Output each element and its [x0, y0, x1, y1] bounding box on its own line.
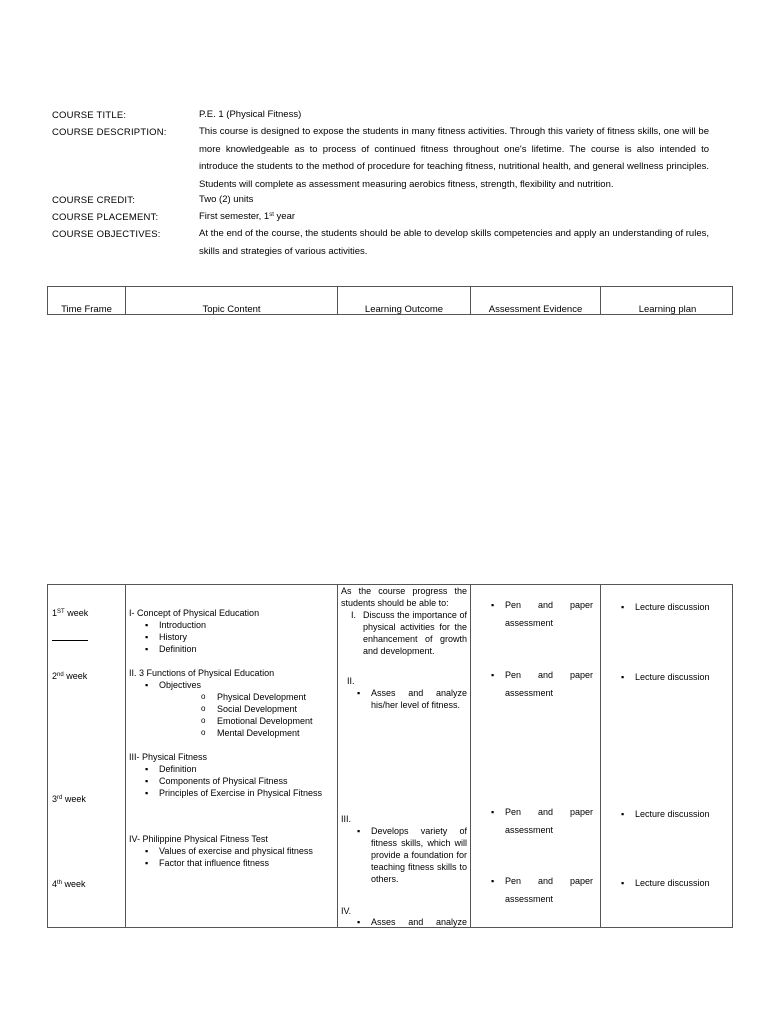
week-4: 4th week — [52, 879, 86, 889]
course-objectives-value: At the end of the course, the students should be able to develop skills competencies and apply an understanding of rules, skills and strategies of various activities. — [199, 228, 709, 257]
topic-4-item: ▪ Factor that influence fitness — [159, 857, 269, 869]
plan-item: ▪ Lecture discussion — [635, 808, 710, 820]
course-objectives-label: COURSE OBJECTIVES: — [52, 229, 161, 240]
topic-4-item: ▪ Values of exercise and physical fitness — [159, 845, 313, 857]
topic-2-subitem: o Mental Development — [217, 727, 300, 739]
assessment-text: Pen and paper — [505, 876, 593, 886]
header-learning-plan: Learning plan — [638, 304, 697, 315]
course-placement-label: COURSE PLACEMENT: — [52, 212, 159, 223]
curriculum-table — [47, 584, 733, 928]
header-assessment-evidence: Assessment Evidence — [488, 304, 583, 315]
course-title-label: COURSE TITLE: — [52, 110, 127, 121]
course-description-value: This course is designed to expose the students in many fitness activities. Through this variety of fitness skills, one will be more knowledgeable as to process of continued fitness throughout one's lifetime. The course is also intended to introduce the students to the method of procedure for teaching fitness, nutritional health, and general wellness principles. Students will complete as assessment measuring aerobics fitness, strength, flexibility and nutrition. — [199, 126, 709, 190]
topic-2-subitem: o Physical Development — [217, 691, 306, 703]
topic-1-item: ▪ Definition — [159, 643, 197, 655]
plan-item: ▪ Lecture discussion — [635, 671, 710, 683]
plan-item: ▪ Lecture discussion — [635, 601, 710, 613]
outcome-roman-1: I. — [351, 610, 357, 620]
course-description-label: COURSE DESCRIPTION: — [52, 127, 167, 138]
assessment-text: Pen and paper — [505, 600, 593, 610]
outcome-3: ▪ Develops variety of fitness skills, which will provide a foundation for teaching fitness skills to others. — [371, 825, 467, 885]
course-credit-label: COURSE CREDIT: — [52, 195, 136, 206]
assessment-text-2: assessment — [505, 618, 554, 628]
week-2: 2nd week — [52, 671, 88, 681]
topic-1-title: I- Concept of Physical Education — [129, 608, 260, 618]
assessment-text: Pen and paper — [505, 670, 593, 680]
assessment-text-2: assessment — [505, 825, 554, 835]
topic-2-title: II. 3 Functions of Physical Education — [129, 668, 275, 678]
topic-2-subitem: o Social Development — [217, 703, 297, 715]
topic-3-title: III- Physical Fitness — [129, 752, 208, 762]
topic-3-item: ▪ Principles of Exercise in Physical Fitness — [159, 787, 332, 799]
header-topic-content: Topic Content — [202, 304, 261, 315]
outcome-2: ▪ Asses and analyze his/her level of fitness. — [371, 687, 467, 711]
assessment-text-2: assessment — [505, 688, 554, 698]
week-3: 3rd week — [52, 794, 86, 804]
week-divider — [52, 640, 88, 641]
topic-4-title: IV- Philippine Physical Fitness Test — [129, 834, 268, 844]
topic-2-subitem: o Emotional Development — [217, 715, 313, 727]
topic-3-item: ▪ Components of Physical Fitness — [159, 775, 288, 787]
topic-1-item: ▪ History — [159, 631, 187, 643]
placement-text-post: year — [273, 211, 296, 222]
outcome-roman-4: IV. — [341, 906, 352, 916]
topic-3-item: ▪ Definition — [159, 763, 197, 775]
header-table — [47, 286, 733, 315]
outcome-intro: As the course progress the students should be able to: — [341, 586, 467, 608]
outcome-4: ▪ Asses and analyze — [371, 916, 467, 928]
placement-text: First semester, 1 — [199, 211, 270, 222]
plan-item: ▪ Lecture discussion — [635, 877, 710, 889]
outcome-1: Discuss the importance of physical activities for the enhancement of growth and development. — [363, 610, 467, 656]
assessment-text-2: assessment — [505, 894, 554, 904]
course-title-value: P.E. 1 (Physical Fitness) — [199, 109, 302, 120]
outcome-roman-2: II. — [347, 676, 355, 686]
topic-1-item: ▪ Introduction — [159, 619, 206, 631]
header-learning-outcome: Learning Outcome — [364, 304, 444, 315]
week-1: 1ST week — [52, 608, 89, 618]
assessment-text: Pen and paper — [505, 807, 593, 817]
topic-2-item: ▪ Objectives — [159, 679, 201, 691]
header-time-frame: Time Frame — [61, 304, 112, 315]
placement-sup: st — [269, 212, 274, 218]
outcome-roman-3: III. — [341, 814, 352, 824]
course-placement-value — [199, 208, 709, 226]
course-credit-value: Two (2) units — [199, 194, 254, 205]
